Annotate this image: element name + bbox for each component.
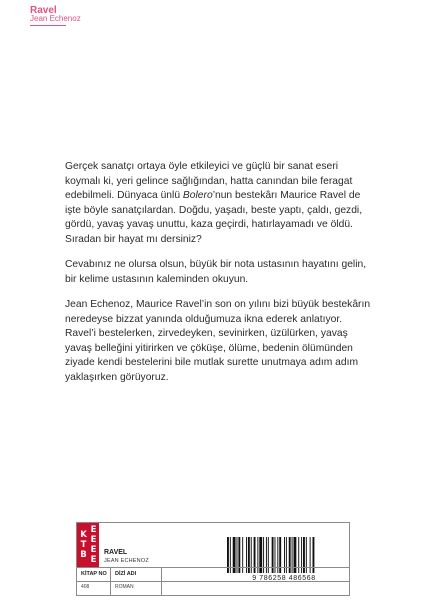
series-name-header: DİZİ ADI xyxy=(115,571,137,577)
logo-column-right xyxy=(88,525,99,565)
blurb-p1-work-title: Bolero xyxy=(182,190,213,201)
blurb-p1-start: Gerçek sanatçı ortaya öyle etkileyici ve güçlü bir sanat eseri koymalı ki, yeri gelince sağlığından, hatta canından bile feragat edebilmeli. Dünyaca ünlü xyxy=(65,161,353,201)
blurb-paragraph-1 xyxy=(65,160,375,247)
logo-letter: B xyxy=(80,550,87,560)
logo-letter: E xyxy=(90,545,97,555)
blurb-paragraph-2: Cevabınız ne olursa olsun, büyük bir nota ustasının hayatını gelin, bir kelime ustasının kaleminden okuyun. xyxy=(65,259,367,285)
header-rule xyxy=(30,25,66,26)
back-cover-blurb xyxy=(65,160,375,396)
book-number-header: KİTAP NO xyxy=(81,571,107,577)
blurb-paragraph-3: Jean Echenoz, Maurice Ravel’in son on yılını bizi büyük bestekârın neredeyse bizzat yanında olduğumuza ikna ederek anlatıyor. Ravel’i bestelerken, zirvedeyken, sevinirken, üzülürken, yavaş yavaş belleğini yitirirken ve çöküşe, ölüme, bedenin ölümünden ziyade kendi bestelerini bile mutlak surette unutmaya adım adım yaklaşırken görüyoruz. xyxy=(65,299,371,383)
book-number-value: 408 xyxy=(81,584,90,590)
logo-letter: K xyxy=(80,530,87,540)
isbn-number: 9 786258 486568 xyxy=(252,575,316,582)
book-title: RAVEL xyxy=(104,549,128,556)
blurb-p1-end: ’nun bestekârı Maurice Ravel de işte böyle sanatçılardan. Doğdu, yaşadı, beste yaptı, çaldı, gezdi, gördü, yavaş yavaş unuttu, kaza geçirdi, hatırlayamadı ve öldü. Sıradan bir hayat mı dersiniz? xyxy=(65,190,363,245)
header-title: Ravel xyxy=(30,5,57,16)
logo-letter: E xyxy=(90,555,97,565)
logo-letter: E xyxy=(90,525,97,535)
book-author: JEAN ECHENOZ xyxy=(104,558,149,564)
header-author: Jean Echenoz xyxy=(30,14,81,23)
info-header-row xyxy=(77,567,349,582)
publisher-logo xyxy=(77,523,99,567)
logo-letter: T xyxy=(80,540,87,550)
logo-letter: E xyxy=(90,535,97,545)
header-divider xyxy=(161,567,162,595)
colophon-box xyxy=(76,522,350,596)
series-name-value: ROMAN xyxy=(115,584,134,590)
